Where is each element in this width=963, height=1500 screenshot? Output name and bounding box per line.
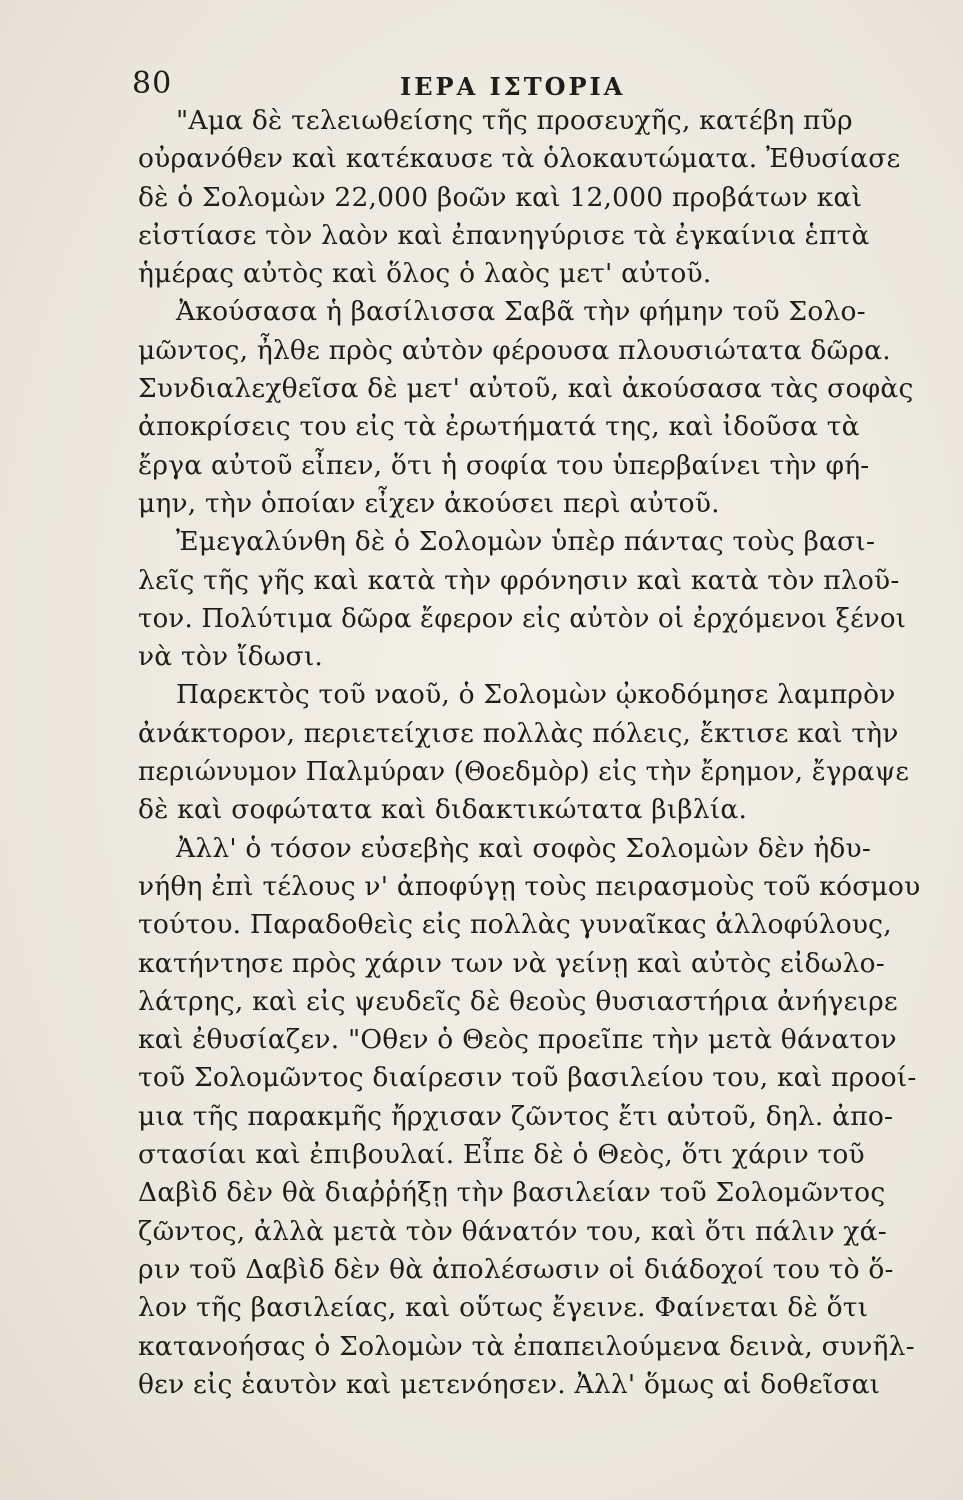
text-line: δὲ καὶ σοφώτατα καὶ διδακτικώτατα βιβλία. xyxy=(138,794,748,826)
text-line: τοῦ Σολομῶντος διαίρεσιν τοῦ βασιλείου του, καὶ προοί- xyxy=(138,1062,917,1094)
text-line: Ἀλλ' ὁ τόσον εὐσεβὴς καὶ σοφὸς Σολομὼν δὲν ἠδυ- xyxy=(176,832,872,864)
text-line: στασίαι καὶ ἐπιβουλαί. Εἶπε δὲ ὁ Θεὸς, ὅτι χάριν τοῦ xyxy=(138,1139,865,1171)
text-line: κατανοήσας ὁ Σολομὼν τὰ ἐπαπειλούμενα δεινὰ, συνῆλ- xyxy=(138,1330,915,1362)
running-head: ΙΕΡΑ ΙΣΤΟΡΙΑ xyxy=(400,72,626,101)
text-line: Συνδιαλεχθεῖσα δὲ μετ' αὐτοῦ, καὶ ἀκούσασα τὰς σοφὰς xyxy=(138,373,914,405)
text-line: δὲ ὁ Σολομὼν 22,000 βοῶν καὶ 12,000 προβάτων καὶ xyxy=(138,181,863,213)
text-line: τούτου. Παραδοθεὶς εἰς πολλὰς γυναῖκας ἀλλοφύλους, xyxy=(138,909,892,941)
page-header xyxy=(132,66,922,106)
text-line: ζῶντος, ἀλλὰ μετὰ τὸν θάνατόν του, καὶ ὅτι πάλιν χά- xyxy=(138,1215,887,1247)
text-line: οὐρανόθεν καὶ κατέκαυσε τὰ ὁλοκαυτώματα. Ἐθυσίασε xyxy=(138,143,901,175)
page-number: 80 xyxy=(132,66,173,101)
text-line: Ἀκούσασα ἡ βασίλισσα Σαβᾶ τὴν φήμην τοῦ Σολο- xyxy=(176,296,866,328)
text-line: θεν εἰς ἑαυτὸν καὶ μετενόησεν. Ἀλλ' ὅμως αἱ δοθεῖσαι xyxy=(138,1368,881,1400)
text-line: ἔργα αὐτοῦ εἶπεν, ὅτι ἡ σοφία του ὑπερβαίνει τὴν φή- xyxy=(138,449,870,481)
page-body xyxy=(138,102,920,1404)
text-line: μῶντος, ἦλθε πρὸς αὐτὸν φέρουσα πλουσιώτατα δῶρα. xyxy=(138,334,891,366)
text-line: Ἐμεγαλύνθη δὲ ὁ Σολομὼν ὑπὲρ πάντας τοὺς βασι- xyxy=(176,526,876,558)
text-line: εἰστίασε τὸν λαὸν καὶ ἐπανηγύρισε τὰ ἐγκαίνια ἑπτὰ xyxy=(138,219,870,251)
text-line: Δαβὶδ δὲν θὰ διαῤῥήξῃ τὴν βασιλείαν τοῦ Σολομῶντος xyxy=(138,1177,886,1209)
text-line: κατήντησε πρὸς χάριν των νὰ γείνῃ καὶ αὐτὸς εἰδωλο- xyxy=(138,947,885,979)
text-line: Παρεκτὸς τοῦ ναοῦ, ὁ Σολομὼν ᾠκοδόμησε λαμπρὸν xyxy=(176,679,896,711)
text-line: ἡμέρας αὐτὸς καὶ ὅλος ὁ λαὸς μετ' αὐτοῦ. xyxy=(138,258,712,290)
text-line: λον τῆς βασιλείας, καὶ οὕτως ἔγεινε. Φαίνεται δὲ ὅτι xyxy=(138,1292,869,1324)
text-line: λεῖς τῆς γῆς καὶ κατὰ τὴν φρόνησιν καὶ κατὰ τὸν πλοῦ- xyxy=(138,564,900,596)
text-line: νὰ τὸν ἴδωσι. xyxy=(138,641,324,673)
text-line: νήθη ἐπὶ τέλους ν' ἀποφύγῃ τοὺς πειρασμοὺς τοῦ κόσμου xyxy=(138,870,920,902)
text-line: ἀνάκτορον, περιετείχισε πολλὰς πόλεις, ἔκτισε καὶ τὴν xyxy=(138,717,899,749)
text-line: ἀποκρίσεις του εἰς τὰ ἐρωτήματά της, καὶ ἰδοῦσα τὰ xyxy=(138,411,860,443)
text-line: περιώνυμον Παλμύραν (Θοεδμὸρ) εἰς τὴν ἔρημον, ἔγραψε xyxy=(138,757,910,788)
text-line: λάτρης, καὶ εἰς ψευδεῖς δὲ θεοὺς θυσιαστήρια ἀνήγειρε xyxy=(138,985,898,1017)
text-line: καὶ ἐθυσίαζεν. "Οθεν ὁ Θεὸς προεῖπε τὴν μετὰ θάνατον xyxy=(138,1024,897,1056)
text-line: ριν τοῦ Δαβὶδ δὲν θὰ ἀπολέσωσιν οἱ διάδοχοί του τὸ ὅ- xyxy=(138,1253,894,1285)
text-line: μια τῆς παρακμῆς ἤρχισαν ζῶντος ἔτι αὐτοῦ, δηλ. ἀπο- xyxy=(138,1100,894,1132)
text-line: μην, τὴν ὁποίαν εἶχεν ἀκούσει περὶ αὐτοῦ. xyxy=(138,487,720,519)
text-line: "Αμα δὲ τελειωθείσης τῆς προσευχῆς, κατέβη πῦρ xyxy=(176,105,853,136)
text-line: τον. Πολύτιμα δῶρα ἔφερον εἰς αὐτὸν οἱ ἐρχόμενοι ξένοι xyxy=(138,603,907,634)
